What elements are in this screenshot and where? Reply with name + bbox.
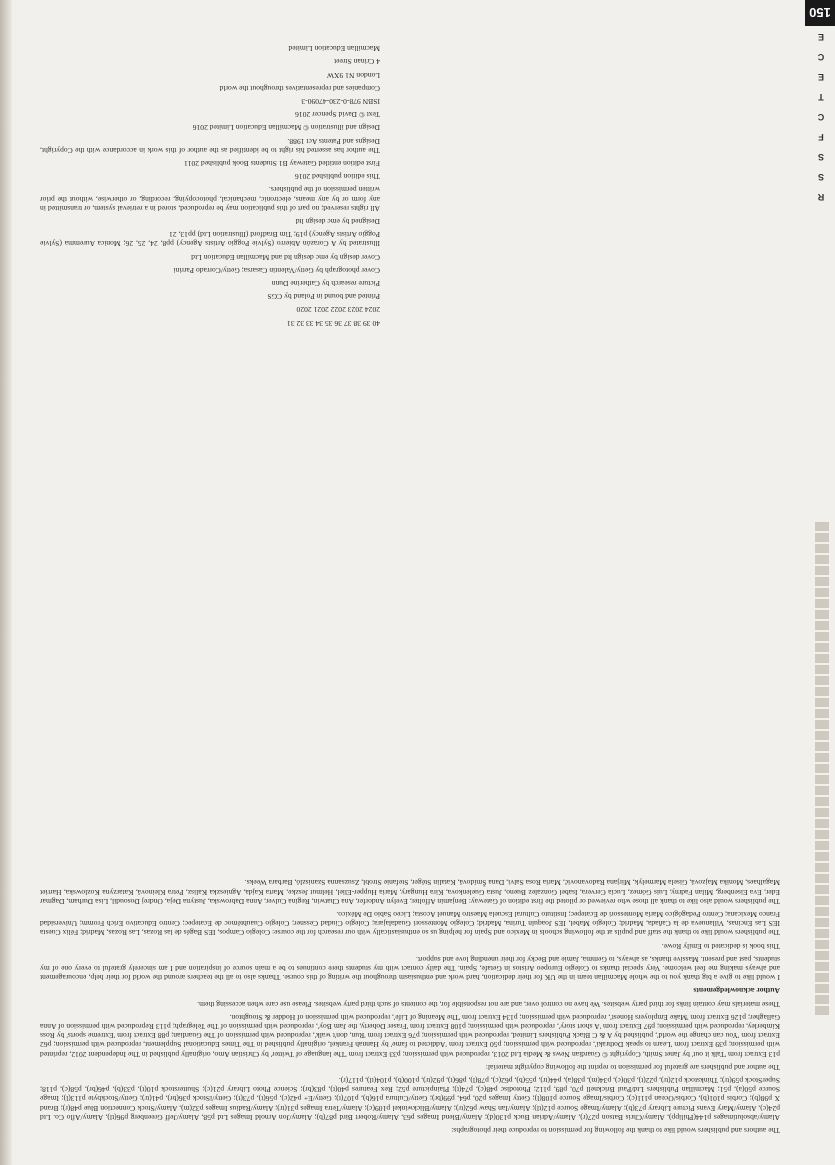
illustrated-by: Illustrated by A Corazón Abierro (Sylvie Poggio Artists Agency) pp8, 24, 25, 26; Monica Auremma (Sylvie Poggio Artists Agency) p19; Tim Bradford (Illustration Ltd) pp13, 21: [40, 230, 380, 249]
tab-letter: C: [817, 52, 825, 62]
printed-by: Printed and bound in Poland by CGS: [267, 292, 380, 302]
acknowledgements-para-2: This book is dedicated to Emily Rowe.: [661, 941, 780, 951]
index-tab-letters: [813, 28, 831, 548]
isbn: ISBN 978-0-230-47090-3: [301, 97, 380, 107]
tab-letter: F: [818, 132, 824, 142]
tab-letter: E: [818, 32, 825, 42]
text-permissions-body: p13 Extract from 'Talk it out' by Janet Smith, Copyright © Guardian News & Media Ltd 2013, reproduced with permission; p33 Extract from 'The language of Twitter' by Christian Amo, originally published in The Independent 2012, reprinted with permission; p39 Extract from 'Learn to speak Dothraki', reproduced with permission; p50 Extract from 'Addicted to fame' by Hannah Frankel, originally published in The Times Educational Supplement, reproduced with permission; p62 Extract from 'You can change the world', published by A & C Black Publishers Limited, reproduced with permission; p76 Extract from 'Run, don't walk', reproduced with permission of The Guardian; p88 Extract from 'Extreme sports' by Ross Kimberley, reproduced with permission; p97 Extract from 'A short story', reproduced with permission; p108 Extract from 'Fraser Doherty, the Jam Boy', reproduced with permission of The Telegraph; p113 Reproduced with permission of Anna Gallagher; p126 Extract from 'Make Employers Honest', reproduced with permission; p134 Extract from 'The Meaning of Life', reproduced with permission of Hodder & Stoughton.: [40, 1012, 780, 1059]
tab-letter: E: [818, 72, 825, 82]
designed-by: Designed by emc design ltd: [295, 217, 380, 227]
tab-letter: R: [817, 192, 825, 202]
acknowledgements-para-3: The publishers would like to thank the staff and pupils at the following schools in Mexico and Spain for helping us so enthusiastically with our research for the course: Colegio Campos, IES Bagés de las Rozas, Las Rozas, Madrid; Félix Cuesta IES Las Encinas, Villanueva de la Cañada, Madrid; Colegio Mabel, IES Joaquín Turina, Madrid; Colegio Montessori Guadalajara; Colegio Ciudad Cessner; Colegio Cuauhtémoc de Ecatepec; Centro Educativo Erich Fromm; Universidad Franco Mexicana; Centro Pedagógico María Montessori de Ecatepec; Instituto Cultural Escuela Maestro Manuel Acosta; Liceo Sabio De México.: [40, 909, 780, 938]
this-edition: This edition published 2016: [294, 172, 380, 182]
acknowledgements-para-1: I would like to give a big thank you to the whole Macmillan team in the UK for their dedication, hard work and enthusiasm throughout the writing of this course. Thanks also to all the teachers around the world for their help, encouragement and always making me feel welcome. Very special thanks to Colegio Europeo Aristos in Getafe, Spain. The daily contact with my students there continues to be a main source of inspiration and I am sincerely grateful to every one of my students, past and present. Massive thanks, as always, to Gemma, Jamie and Becky for their unending love and support.: [40, 954, 780, 983]
cover-photo: Cover photograph by Getty/Valentin Casarsa; Getty/Corrado Parrini: [173, 265, 380, 275]
page-number: 150: [809, 5, 831, 21]
text-permissions-intro: The author and publishers are grateful for permission to reprint the following copyright material:: [485, 1062, 780, 1072]
credits-intro: The authors and publishers would like to thank the following for permission to reproduce their photographs:: [451, 1126, 780, 1135]
imprint-block: [40, 40, 380, 328]
rotated-copyright-page: [40, 40, 780, 1135]
third-party-note: These materials may contain links for third party websites. We have no control over, and are not responsible for, the contents of such third party websites. Please use care when accessing them.: [197, 999, 780, 1009]
author-rights: The author has asserted his right to be identified as the author of this work in accordance with the Copyright, Designs and Patents Act 1988.: [40, 136, 380, 155]
first-edition: First edition entitled Gateway B1 Students Book published 2011: [184, 159, 380, 169]
publisher-address-2: London N1 9XW: [326, 70, 380, 80]
credits-block: [40, 874, 780, 1135]
print-years: 2024 2023 2022 2021 2020: [296, 305, 380, 315]
book-gutter-shadow: [0, 0, 12, 1165]
tab-letter: S: [818, 152, 825, 162]
credits-body: Alamy/absolutimages p144(Philipp), Alamy/Chris Batson p27(r), Alamy/Adrian Buck p130(d); Alamy/Blend Images p63, Alamy/Robert Bird p87(b); Alamy/Jon Arnold Images Ltd p58, Alamy/Jeff Greenberg p96(tl), Alamy/Aflo Co. Ltd p24(c), Alamy/Mary Evans Picture Library p73(b); Alamy/Image Source p12(tl); Alamy/Ian Shaw p62(tr); Alamy/Blickwinkel p109(c); Alamy/Tetra Images p31(tr); Alamy/Radius Images p32(m), Alamy/Stock Connection Blue p48(r); Brand X p98(b); Corbis p101(b), Corbis/Ocean p111(c); Corbis/Image Source p108(l); Getty Images p20, p64, p99(br); Getty/Cultura p16(b), p107(t); Getty/E+ p42(c), p56(t), p73(t); Getty/iStock p36(br), p41(tr); Getty/Stockbyte p113(l); Image Source p50(a), p51; Macmillan Publishers Ltd/Paul Bricknell p70, p89, p112; Photodisc p48(c), p74(t); Plainpicture p52; Rex Features p40(t), p83(br); Science Photo Library p21(c); Shutterstock p10(t), p33(b), p46(br), p58(c), p118; SuperStock p59(tr); Thinkstock p12(tr), p22(t), p30(c), p34(m), p38(a), p44(tr), p55(b), p62(c), p78(l), p86(t), p92(tr), p100(b), p104(tl), p117(r).: [40, 1075, 780, 1122]
design-copyright: Design and illustration © Macmillan Education Limited 2016: [192, 123, 380, 133]
text-copyright: Text © David Spencer 2016: [295, 110, 380, 120]
tab-letter: T: [818, 92, 824, 102]
print-numbers: 40 39 38 37 36 35 34 33 32 31: [286, 318, 380, 328]
publisher-name: Macmillan Education Limited: [288, 44, 380, 54]
cover-design: Cover design by emc design ltd and Macmillan Education Ltd: [191, 252, 380, 262]
picture-research: Picture research by Catherine Dunn: [271, 279, 380, 289]
tab-letter: C: [817, 112, 825, 122]
tab-letter: S: [818, 172, 825, 182]
edge-tab-bars: [815, 520, 829, 1080]
publisher-address-1: 4 Crinan Street: [334, 57, 380, 67]
publisher-tagline: Companies and representatives throughout the world: [219, 83, 380, 93]
acknowledgements-para-4: The publishers would also like to thank all those who reviewed or piloted the first edition of Gateway: Benjamin Affolter, Evelyn Andorfer, Ana Chatwin, Regina Culver, Anna Dabrowska, Justyna Deja, Ondrej Dosoudil, Lisa Durham, Dagmar Eder, Eva Eisenberg, Milan Fadrny, Luis Gómez, Lucía Cervera, Isabel Gonzalez Bueno, Justa Guelenkova, Kira Hungary, Maria Hupper-Eliel, Helmut Jeszke, Marta Kajda, Agnieszka Kalisz, Petra Kleinová, Katarzyna Kozlowska, Harriet Magalhaes, Monika Majzová, Gisela Marmelyk, Mirjana Radovanović, Maria Rosa Salvi, Dana Šmídová, Katalin Stéger, Stefanie Strobl, Zsuzsanna Szaniszló, Barbara Weeks.: [40, 878, 780, 906]
rights-statement: All rights reserved; no part of this publication may be reproduced, stored in a retrieval system, or transmitted in any form or by any means, electronic, mechanical, photocopying, recording, or otherwise, without the prior written permission of the publishers.: [40, 185, 380, 213]
acknowledgements-heading: Author acknowledgements: [693, 986, 780, 996]
page-number-tab: [805, 0, 835, 26]
